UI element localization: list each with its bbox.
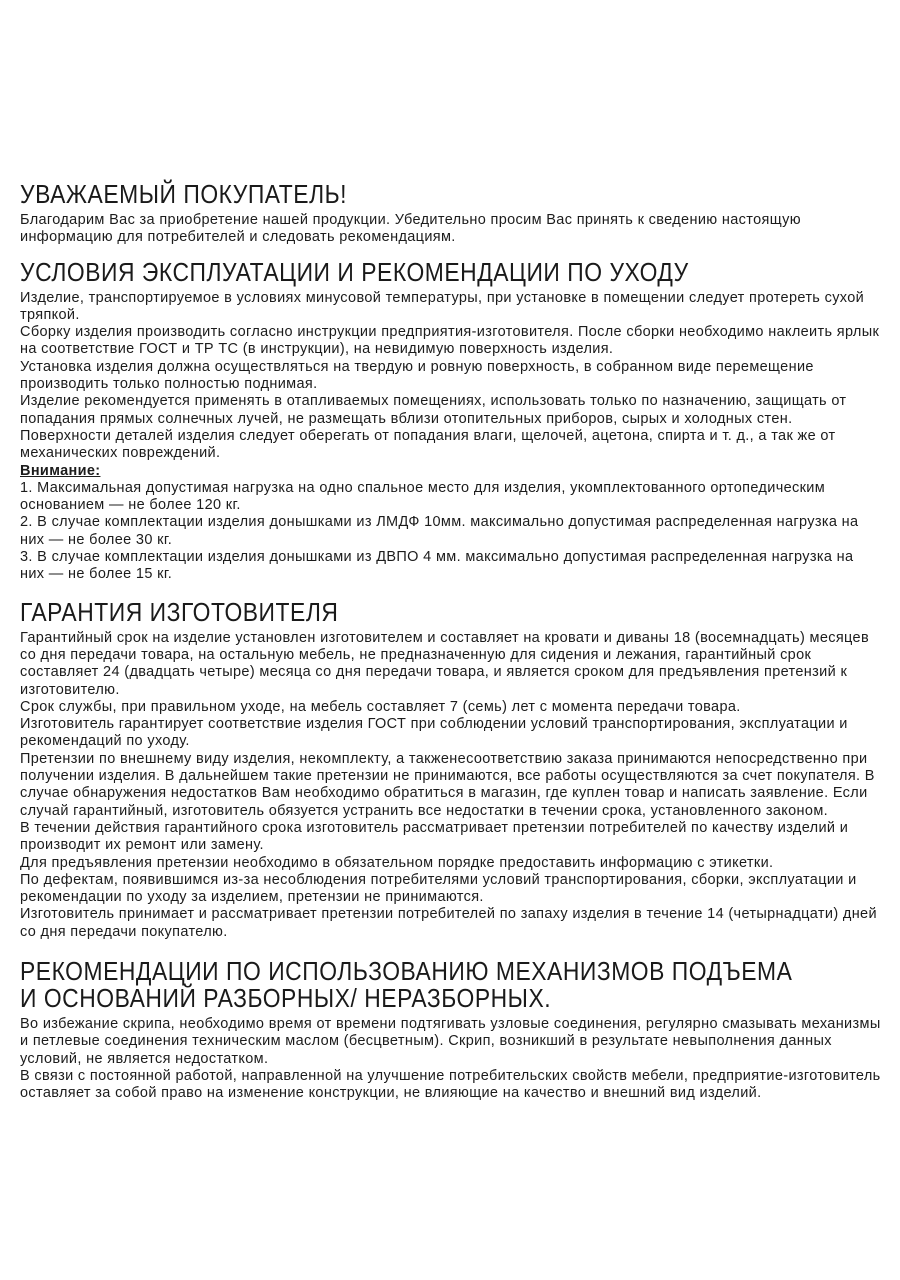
warranty-paragraph: По дефектам, появившимся из-за несоблюдения потребителями условий транспортирования, сборки, эксплуатации и рекомендации по уходу за изделием, претензии не принимаются. (20, 871, 857, 906)
section-title-dear-customer (20, 181, 882, 208)
section-title-warranty-text: ГАРАНТИЯ ИЗГОТОВИТЕЛЯ (20, 596, 339, 627)
mechanisms-paragraph: В связи с постоянной работой, направленной на улучшение потребительских свойств мебели, предприятие-изготовитель оставляет за собой право на изменение конструкции, не влияющие на качество и внешний вид изделий. (20, 1067, 881, 1102)
intro-paragraph: Благодарим Вас за приобретение нашей продукции. Убедительно просим Вас принять к сведению настоящую информацию для потребителей и следовать рекомендациям. (20, 212, 801, 246)
attention-item: 3. В случае комплектации изделия донышками из ДВПО 4 мм. максимально допустимая распределенная нагрузка на них — не более 15 кг. (20, 549, 854, 583)
section-title-usage-conditions-text: УСЛОВИЯ ЭКСПЛУАТАЦИИ И РЕКОМЕНДАЦИИ ПО УХОДУ (20, 256, 689, 287)
section-title-warranty (20, 596, 882, 627)
warranty-paragraph: Для предъявления претензии необходимо в обязательном порядке предоставить информацию с этикетки. (20, 854, 774, 871)
usage-paragraph: Сборку изделия производить согласно инструкции предприятия-изготовителя. После сборки необходимо наклеить ярлык на соответствие ГОСТ и ТР ТС (в инструкции), на невидимую поверхность изделия. (20, 324, 880, 358)
warranty-paragraph: Гарантийный срок на изделие установлен изготовителем и составляет на кровати и диваны 18 (восемнадцать) месяцев со дня передачи товара, на остальную мебель, не предназначенную для сидения и лежания, гарантийный срок составляет 24 (двадцать четыре) месяца со дня передачи товара, и является сроком для предъявления претензий к изготовителю. (20, 629, 870, 698)
usage-paragraph: Изделие, транспортируемое в условиях минусовой температуры, при установке в помещении следует протереть сухой тряпкой. (20, 289, 865, 323)
warranty-paragraph: Изготовитель гарантирует соответствие изделия ГОСТ при соблюдении условий транспортирования, эксплуатации и рекомендаций по уходу. (20, 716, 848, 750)
mechanisms-paragraph: Во избежание скрипа, необходимо время от времени подтягивать узловые соединения, регулярно смазывать механизмы и петлевые соединения техническим маслом (бесцветным). Скрип, возникший в результате невыполнения данных условий, не является недостатком. (20, 1015, 881, 1067)
section-title-mechanisms (20, 955, 882, 1013)
section-title-mechanisms-text (20, 955, 793, 1013)
section-title-usage-conditions (20, 256, 882, 287)
usage-paragraph: Поверхности деталей изделия следует оберегать от попадания влаги, щелочей, ацетона, спирта и т. д., а так же от механических повреждений. (20, 427, 836, 462)
section-title-mechanisms-line2: И ОСНОВАНИЙ РАЗБОРНЫХ/ НЕРАЗБОРНЫХ. (20, 982, 552, 1013)
warranty-paragraph: Изготовитель принимает и рассматривает претензии потребителей по запаху изделия в течение 14 (четырнадцати) дней со дня передачи покупателю. (20, 906, 877, 940)
usage-paragraph: Изделие рекомендуется применять в отапливаемых помещениях, использовать только по назначению, защищать от попадания прямых солнечных лучей, не размещать вблизи отопительных приборов, сырых и холодных стен. (20, 393, 847, 427)
warranty-paragraph: Срок службы, при правильном уходе, на мебель составляет 7 (семь) лет с момента передачи товара. (20, 698, 741, 715)
attention-label: Внимание: (20, 462, 101, 479)
usage-paragraph: Установка изделия должна осуществляться на твердую и ровную поверхность, в собранном виде перемещение производить только полностью поднимая. (20, 358, 814, 393)
warranty-paragraph: В течении действия гарантийного срока изготовитель рассматривает претензии потребителей по качеству изделий и производит их ремонт или замену. (20, 819, 849, 854)
section-title-mechanisms-line1: РЕКОМЕНДАЦИИ ПО ИСПОЛЬЗОВАНИЮ МЕХАНИЗМОВ ПОДЪЕМА (20, 955, 793, 986)
section-title-dear-customer-text: УВАЖАЕМЫЙ ПОКУПАТЕЛЬ! (20, 179, 348, 209)
attention-item: 2. В случае комплектации изделия донышками из ЛМДФ 10мм. максимально допустимая распределенная нагрузка на них — не более 30 кг. (20, 514, 859, 548)
warranty-paragraph: Претензии по внешнему виду изделия, некомплекту, а такженесоответствию заказа принимаются непосредственно при получении изделия. В дальнейшем такие претензии не принимаются, все работы осуществляются за счет покупателя. В случае обнаружения недостатков Вам необходимо обратиться в магазин, где куплен товар и написать заявление. Если случай гарантийный, изготовитель обязуется устранить все недостатки в течении срока, установленного законом. (20, 750, 875, 819)
attention-item: 1. Максимальная допустимая нагрузка на одно спальное место для изделия, укомплектованного ортопедическим основанием — не более 120 кг. (20, 479, 826, 514)
